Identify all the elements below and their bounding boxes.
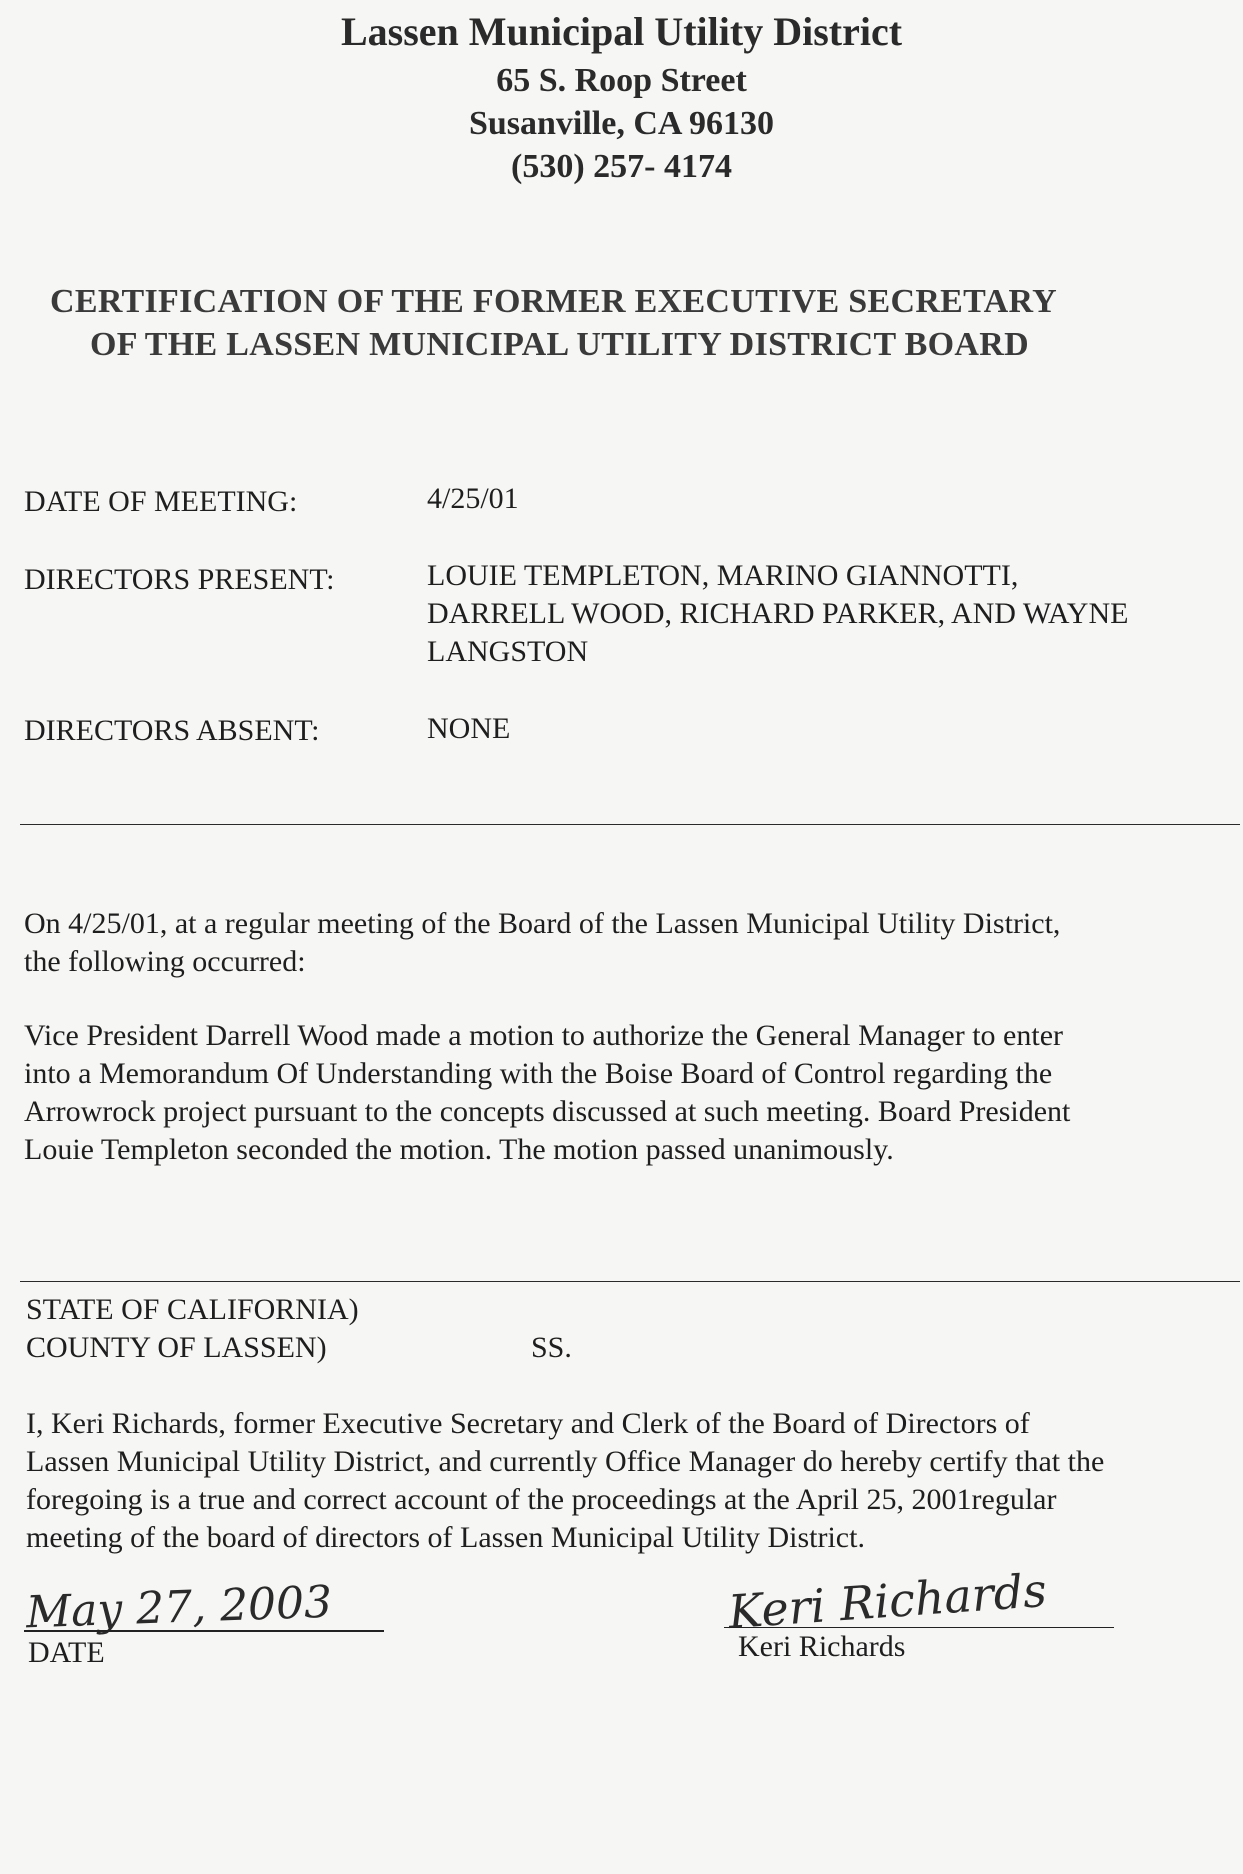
certification-line: foregoing is a true and correct account of the proceedings at the April 25, 2001regular	[26, 1483, 1057, 1516]
date-of-meeting-value: 4/25/01	[427, 482, 519, 515]
organization-name: Lassen Municipal Utility District	[340, 9, 903, 54]
date-signature-line	[24, 1630, 384, 1632]
motion-paragraph	[24, 1017, 1070, 1169]
intro-line: On 4/25/01, at a regular meeting of the Board of the Lassen Municipal Utility District,	[24, 907, 1061, 940]
intro-paragraph	[24, 905, 1060, 981]
certification-line: I, Keri Richards, former Executive Secretary and Clerk of the Board of Directors of	[26, 1407, 1030, 1440]
directors-present-label: DIRECTORS PRESENT:	[24, 563, 335, 596]
document-title-line-2: OF THE LASSEN MUNICIPAL UTILITY DISTRICT BOARD	[90, 326, 1029, 363]
section-divider	[20, 1281, 1240, 1282]
directors-absent-label: DIRECTORS ABSENT:	[24, 714, 320, 747]
date-label: DATE	[28, 1636, 105, 1669]
organization-city: Susanville, CA 96130	[468, 105, 775, 142]
document-title-line-1: CERTIFICATION OF THE FORMER EXECUTIVE SECRETARY	[50, 283, 1057, 320]
directors-present-line: LOUIE TEMPLETON, MARINO GIANNOTTI,	[427, 559, 1019, 592]
directors-present-value	[427, 557, 1128, 671]
intro-line: the following occurred:	[24, 945, 306, 978]
handwritten-signature: Keri Richards	[726, 1562, 1049, 1640]
handwritten-date: May 27, 2003	[25, 1576, 333, 1639]
motion-line: Louie Templeton seconded the motion. The motion passed unanimously.	[24, 1133, 894, 1166]
organization-phone: (530) 257- 4174	[511, 148, 732, 185]
date-of-meeting-label: DATE OF MEETING:	[24, 485, 298, 518]
certification-line: Lassen Municipal Utility District, and currently Office Manager do hereby certify that the	[26, 1445, 1105, 1478]
directors-present-line: DARRELL WOOD, RICHARD PARKER, AND WAYNE	[427, 597, 1129, 630]
venue-state: STATE OF CALIFORNIA)	[26, 1293, 359, 1326]
organization-street: 65 S. Roop Street	[496, 62, 747, 99]
motion-line: Arrowrock project pursuant to the concepts discussed at such meeting. Board President	[24, 1095, 1071, 1128]
certification-line: meeting of the board of directors of Lassen Municipal Utility District.	[26, 1521, 865, 1554]
name-signature-line	[724, 1627, 1114, 1628]
directors-present-line: LANGSTON	[427, 635, 589, 668]
motion-line: into a Memorandum Of Understanding with the Boise Board of Control regarding the	[24, 1057, 1053, 1090]
section-divider	[20, 824, 1240, 825]
certification-paragraph	[26, 1405, 1104, 1557]
venue-ss: SS.	[531, 1331, 572, 1364]
directors-absent-value: NONE	[427, 712, 511, 745]
signer-name: Keri Richards	[738, 1630, 906, 1663]
venue-county: COUNTY OF LASSEN)	[26, 1331, 327, 1364]
motion-line: Vice President Darrell Wood made a motion to authorize the General Manager to enter	[24, 1019, 1064, 1052]
